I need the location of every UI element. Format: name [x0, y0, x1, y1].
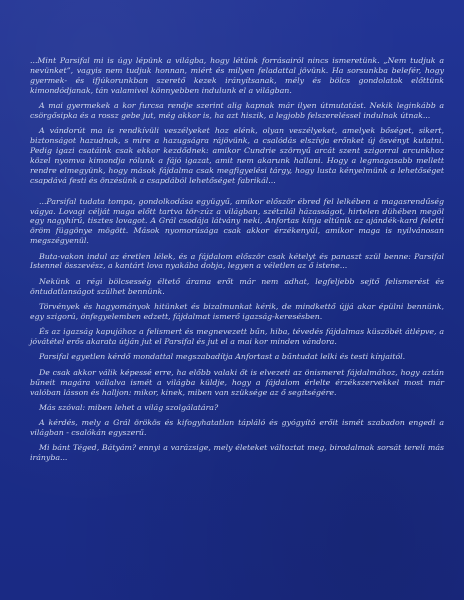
paragraph-6: Nekünk a régi bölcsesség éltető árama erőt már nem adhat, legfeljebb sejtő felismerést és öntudatlanságot szülhet bennünk.: [30, 276, 444, 296]
paragraph-11: Más szóval: miben lehet a világ szolgálatára?: [39, 402, 219, 412]
paragraph-13: Mi bánt Téged, Bátyám? ennyi a varázsige, mely életeket változtat meg, birodalmak sorsát tereli más irányba...: [30, 443, 444, 463]
paragraph-7: Törvények és hagyományok hitünket és bizalmunkat kérik, de mindkettő újjá akar épülni bennünk, egy szigorú, önfegyelemben edzett, fájdalmat ismerő igazság-keresésben.: [30, 301, 444, 321]
paragraph-5: Buta-vakon indul az éretlen lélek, és a fájdalom először csak kételyt és panaszt szül benne: Parsifal Istennel összevész, a kantárt lova nyakába dobja, legyen a véletlen az ő istene...: [30, 251, 444, 271]
paragraph-8: És az igazság kapujához a felismert és megnevezett bűn, hiba, tévedés fájdalmas küszöbét átlépve, a jóvátétel erős akarata útján jut el Parsifal és jut el a mai kor minden vándora.: [30, 327, 444, 347]
paragraph-3: A vándorút ma is rendkívüli veszélyeket hoz elénk, olyan veszélyeket, amelyek bőséget, sikert, biztonságot hazudnak, s mire a hazugságra rájövünk, a csalódás elszívja erőnket új ösvényt kutatni. Pedig igazi csatáink csak ekkor kezdődnek: amikor Cundrie szörnyű arcát szent szigorral arcunkhoz közel nyomva kimondja rólunk a fájó igazat, amit nem akarunk hallani. Hogy a legmagasabb mellett rendre elmegyünk, hogy mások fájdalma csak megfigyelési tárgy, hogy lusta kényelmünk a lehetőséget csapdává festi és önzésünk a csapdából lehetőséget fabrikál...: [30, 126, 444, 185]
paragraph-2: A mai gyermekek a kor furcsa rendje szerint alig kapnak már ilyen útmutatást. Nekik leginkább a csörgősipka és a rossz gebe jut, még akkor is, ha azt hiszik, a legjobb felszereléssel indulnak útnak...: [30, 101, 444, 120]
paragraph-4: ...Parsifal tudata tompa, gondolkodása együgyű, amikor először ébred fel lelkében a magasrendűség vágya. Lovagi célját maga előtt tartva tör-zúz a világban, szétzilál házasságot, hirtelen dühében megöl egy nagyhírű, tisztes lovagot. A Grál csodája látvány neki, Anfortas kínja eltűnik az ajándék-kard feletti öröm függönye mögött. Mások nyomorúsága csak akkor érzékenyül, amikor maga is nyilvánosan megszégyenül.: [30, 196, 444, 246]
paragraph-12: A kérdés, mely a Grál örökös és kifogyhatatlan tápláló és gyógyító erőit ismét szabadon engedi a világban - csalókán egyszerű.: [30, 418, 444, 437]
paragraph-9: Parsifal egyetlen kérdő mondattal megszabadítja Anfortast a bűntudat lelki és testi kínjaitól.: [39, 352, 406, 362]
blurb-text: [30, 56, 444, 469]
paragraph-10: De csak akkor válik képessé erre, ha előbb valaki őt is elvezeti az önismeret fájdalmához, hogy aztán bűneit magára vállalva ismét a világba küldje, hogy a fájdalom érlelte érzékszervekkel most már valóban lásson és halljon: mikor, kinek, miben van szüksége az ő segítségére.: [30, 367, 444, 397]
paragraph-1: ...Mint Parsifal mi is úgy lépünk a világba, hogy létünk forrásairól nincs ismeretünk. „Nem tudjuk a nevünket”, vagyis nem tudjuk honnan, miért és milyen feladattal jövünk. Ha sorsunkba belefér, hogy gyermek- és ifjúkorunkban szerető kezek irányítsanak, mély és bölcs gondolatok előttünk kimondódjanak, tán valamivel könnyebben indulunk el a világban.: [30, 56, 444, 95]
